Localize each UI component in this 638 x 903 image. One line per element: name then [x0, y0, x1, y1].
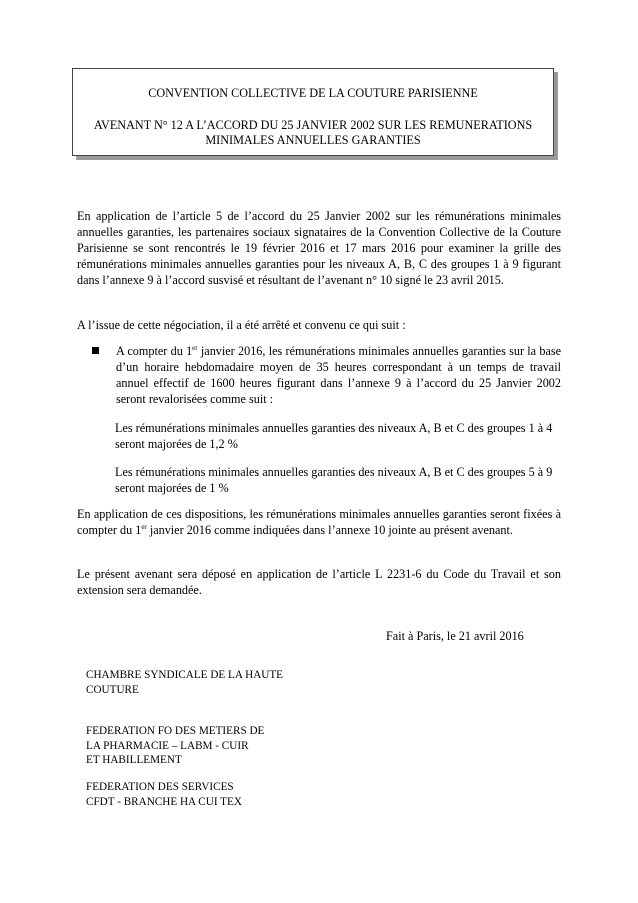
- outcome-paragraph: A l’issue de cette négociation, il a été arrêté et convenu ce qui suit :: [77, 318, 406, 332]
- bullet-text: A compter du 1er janvier 2016, les rémunérations minimales annuelles garanties sur la base d’un horaire hebdomadaire moyen de 35 heures correspondant à un temps de travail annuel effectif de 1600 heures figurant dans l’annexe 9 à l’accord du 25 Janvier 2002 seront revalorisées comme suit :: [116, 344, 561, 407]
- signatory-federation-services-cfdt: FEDERATION DES SERVICES CFDT - BRANCHE HA CUI TEX: [86, 781, 242, 808]
- signatory-chambre-syndicale: CHAMBRE SYNDICALE DE LA HAUTE COUTURE: [86, 669, 284, 696]
- application-paragraph: En application de ces dispositions, les rémunérations minimales annuelles garanties seront fixées à compter du 1er janvier 2016 comme indiquées dans l’annexe 10 jointe au présent avenant.: [77, 507, 561, 538]
- bullet-square-icon: [92, 347, 99, 354]
- place-date: Fait à Paris, le 21 avril 2016: [386, 629, 524, 643]
- signatory-federation-fo: FEDERATION FO DES METIERS DE LA PHARMACIE – LABM - CUIR ET HABILLEMENT: [86, 725, 265, 767]
- increase-groups-1-4: Les rémunérations minimales annuelles garanties des niveaux A, B et C des groupes 1 à 4 seront majorées de 1,2 %: [115, 421, 553, 452]
- intro-paragraph: En application de l’article 5 de l’accord du 25 Janvier 2002 sur les rémunérations minimales annuelles garanties, les partenaires sociaux signataires de la Convention Collective de la Couture Parisienne se sont rencontrés le 19 février 2016 et 17 mars 2016 pour examiner la grille des rémunérations minimales annuelles garanties pour les niveaux A, B, C des groupes 1 à 9 figurant dans l’annexe 9 à l’accord susvisé et résultant de l’avenant n° 10 signé le 23 avril 2015.: [77, 209, 561, 288]
- increase-groups-5-9: Les rémunérations minimales annuelles garanties des niveaux A, B et C des groupes 5 à 9 seront majorées de 1 %: [115, 465, 553, 496]
- document-subtitle: AVENANT N° 12 A L’ACCORD DU 25 JANVIER 2002 SUR LES REMUNERATIONS MINIMALES ANNUELLES GARANTIES: [93, 118, 533, 147]
- document-title: CONVENTION COLLECTIVE DE LA COUTURE PARISIENNE: [148, 86, 478, 100]
- deposit-paragraph: Le présent avenant sera déposé en application de l’article L 2231-6 du Code du Travail et son extension sera demandée.: [77, 567, 561, 598]
- header-box: [72, 68, 554, 156]
